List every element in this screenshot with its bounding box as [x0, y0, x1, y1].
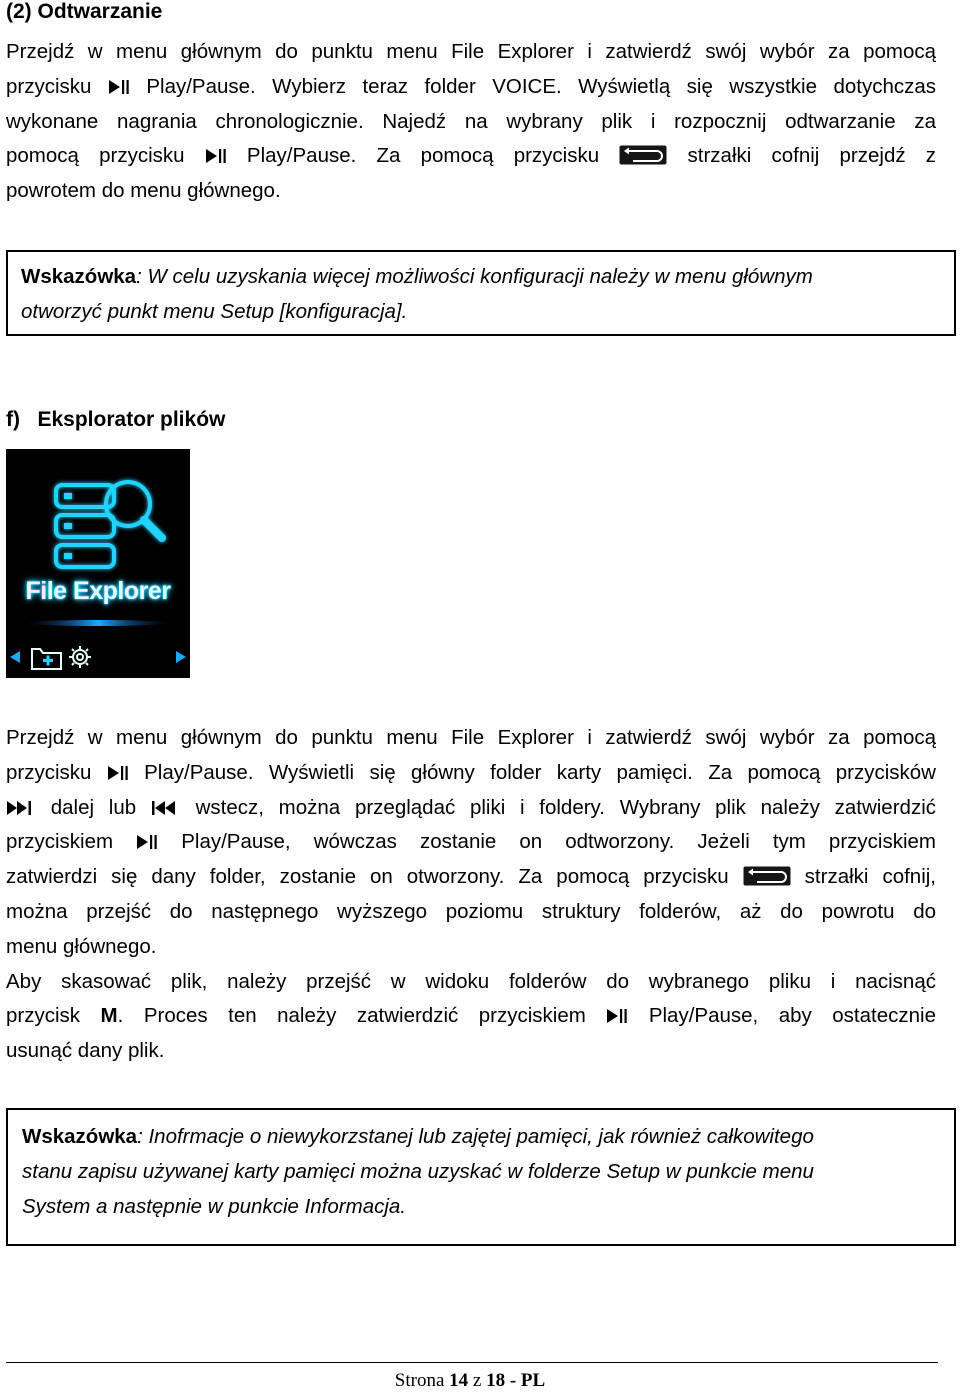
text-line — [6, 174, 936, 209]
footer-suffix: - PL — [505, 1370, 546, 1391]
playback-paragraph — [6, 35, 936, 209]
section-heading-playback: (2) Odtwarzanie — [6, 0, 163, 23]
page-footer — [0, 1368, 940, 1394]
text-span: menu głównego. — [6, 934, 157, 958]
play-pause-icon — [136, 834, 158, 850]
text-line — [6, 35, 936, 70]
previous-track-icon — [151, 800, 181, 816]
text-line — [6, 999, 936, 1034]
next-track-icon — [6, 800, 36, 816]
text-span: Aby skasować plik, należy przejść w widoku folderów do wybranego pliku i nacisnąć — [6, 969, 936, 993]
text-span: Play/Pause. Wyświetli się główny folder karty pamięci. Za pomocą przycisków — [144, 760, 936, 784]
hint-text: System a następnie w punkcie Informacja. — [22, 1194, 406, 1218]
text-span: dalej lub — [50, 795, 137, 819]
text-span: strzałki cofnij przejdź z — [687, 144, 937, 168]
text-line — [6, 965, 936, 1000]
text-line — [6, 756, 936, 791]
m-key-label: M — [100, 1004, 118, 1028]
text-span: Play/Pause, wówczas zostanie on odtworzony. Jeżeli tym przyciskiem — [181, 830, 936, 854]
text-span: przyciskiem — [6, 830, 114, 854]
text-span: Przejdź w menu głównym do punktu menu File Explorer i zatwierdź swój wybór za pomocą — [6, 40, 936, 63]
text-span: powrotem do menu głównego. — [6, 179, 281, 203]
text-line — [6, 70, 936, 105]
text-span: Play/Pause. Wybierz teraz folder VOICE. Wyświetlą się wszystkie dotychczas — [146, 74, 937, 98]
explorer-paragraph — [6, 721, 936, 1069]
hint-line — [22, 1120, 942, 1155]
text-span: wstecz, można przeglądać pliki i foldery. Wybrany plik należy zatwierdzić — [195, 795, 936, 819]
footer-page-number: 14 — [449, 1370, 469, 1391]
file-explorer-graphic — [6, 449, 190, 678]
hint-box-setup — [6, 250, 956, 336]
footer-total-pages: 18 — [486, 1370, 506, 1391]
play-pause-icon — [205, 148, 227, 164]
text-span: pomocą przycisku — [6, 144, 185, 168]
return-arrow-icon — [619, 145, 667, 165]
text-line — [6, 895, 936, 930]
text-line — [6, 721, 936, 756]
hint-line — [22, 1155, 942, 1190]
hint-text: : W celu uzyskania więcej możliwości konfiguracji należy w menu głównym — [136, 265, 813, 288]
text-span: zatwierdzi się dany folder, zostanie on otworzony. Za pomocą przycisku — [6, 865, 729, 889]
footer-prefix: Strona — [394, 1370, 450, 1391]
text-line — [6, 139, 936, 174]
footer-middle: z — [468, 1370, 487, 1391]
text-span: Play/Pause. Za pomocą przycisku — [246, 144, 600, 168]
play-pause-icon — [606, 1008, 628, 1024]
text-span: wykonane nagrania chronologicznie. Najedź na wybrany plik i rozpocznij odtwarzanie za — [6, 109, 936, 133]
play-pause-icon — [108, 79, 130, 95]
hint-line — [21, 295, 942, 330]
text-span: . Proces ten należy zatwierdzić przyciskiem — [117, 1004, 586, 1028]
text-line — [6, 1034, 936, 1069]
text-span: usunąć dany plik. — [6, 1039, 165, 1063]
hint-text: otworzyć punkt menu Setup [konfiguracja]. — [21, 299, 408, 323]
hint-label: Wskazówka — [21, 265, 137, 288]
text-span: strzałki cofnij, — [804, 865, 937, 889]
text-span: można przejść do następnego wyższego poziomu struktury folderów, aż do powrotu do — [6, 899, 936, 923]
hint-box-memory — [6, 1108, 956, 1246]
text-span: Play/Pause, aby ostatecznie — [648, 1004, 936, 1028]
text-line — [6, 930, 936, 965]
text-span: przycisk — [6, 1004, 81, 1028]
file-explorer-label: File Explorer — [25, 577, 171, 605]
footer-divider — [6, 1362, 938, 1363]
hint-text: : Inofrmacje o niewykorzstanej lub zajętej pamięci, jak również całkowitego — [137, 1125, 814, 1148]
text-line — [6, 860, 936, 895]
file-explorer-screen — [6, 449, 190, 678]
text-line — [6, 791, 936, 826]
return-arrow-icon — [743, 866, 791, 886]
section-heading-explorer: f) Eksplorator plików — [6, 408, 226, 431]
text-span: przycisku — [6, 760, 92, 784]
hint-text: stanu zapisu używanej karty pamięci można uzyskać w folderze Setup w punkcie menu — [22, 1159, 814, 1183]
hint-line — [22, 1190, 942, 1225]
hint-line — [21, 260, 942, 295]
hint-label: Wskazówka — [22, 1125, 138, 1148]
text-line — [6, 105, 936, 140]
text-span: przycisku — [6, 74, 92, 98]
play-pause-icon — [107, 765, 129, 781]
text-span: Przejdź w menu głównym do punktu menu File Explorer i zatwierdź swój wybór za pomocą — [6, 726, 936, 749]
text-line — [6, 825, 936, 860]
